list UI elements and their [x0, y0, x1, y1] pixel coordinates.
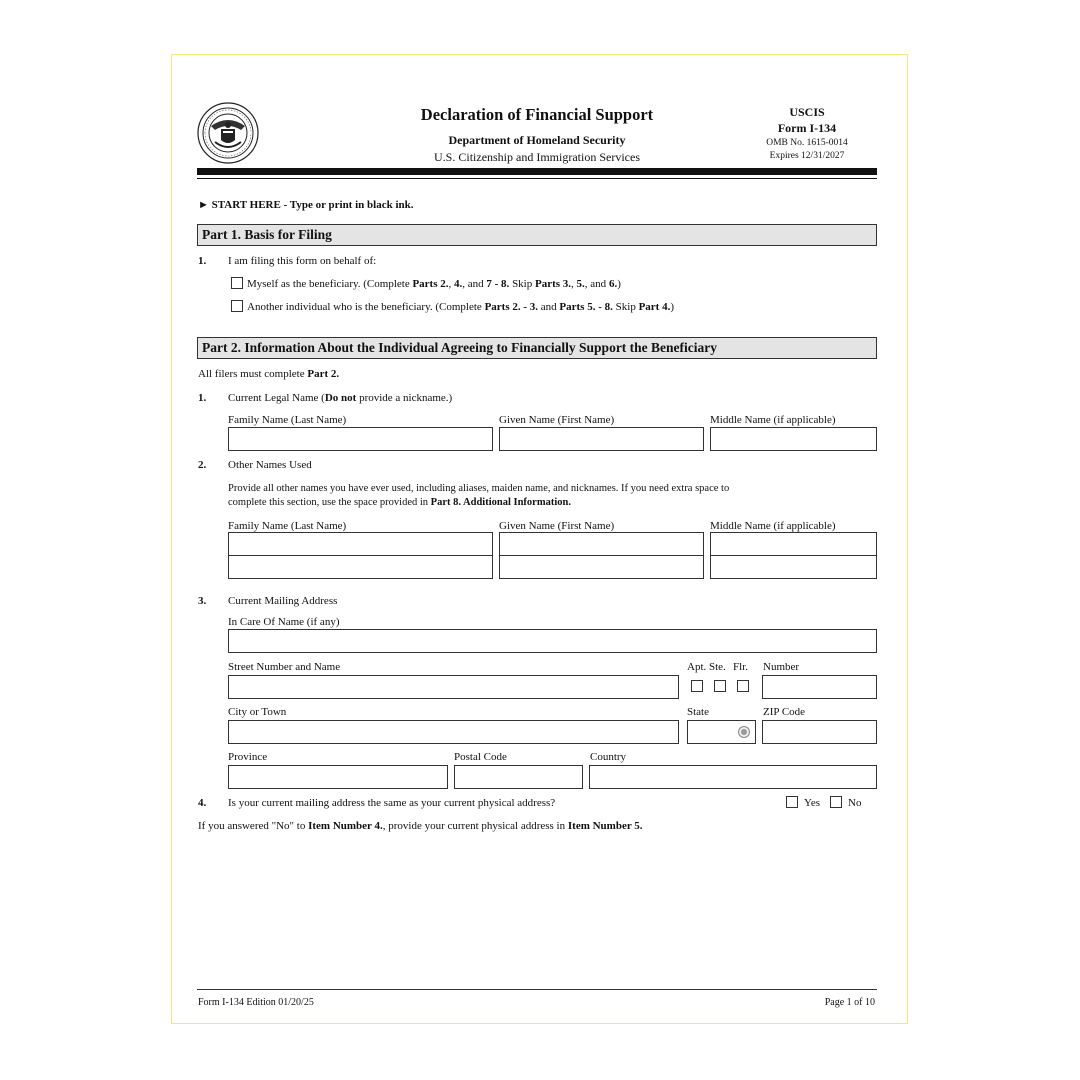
- department-name: Department of Homeland Security: [448, 133, 626, 147]
- street-label: Street Number and Name: [228, 661, 341, 673]
- uscis-label: USCIS: [789, 105, 825, 119]
- part2-heading: Part 2. Information About the Individual Agreeing to Financially Support the Beneficiary: [197, 337, 877, 359]
- another-individual-label: Another individual who is the beneficiary. (Complete Parts 2. - 3. and Parts 5. - 8. Skip Part 4.): [247, 301, 675, 313]
- dhs-seal-logo: [197, 102, 259, 164]
- flr-label: Flr.: [733, 661, 748, 673]
- city-input[interactable]: [228, 720, 679, 744]
- family-name-label: Family Name (Last Name): [228, 414, 347, 426]
- same-address-no-label: No: [848, 797, 862, 809]
- physical-address-note: If you answered "No" to Item Number 4., provide your current physical address in Item Number 5.: [198, 820, 643, 832]
- other-given-name-input-1[interactable]: [499, 532, 704, 556]
- footer-page-number: Page 1 of 10: [824, 997, 875, 1008]
- part2-item3-number: 3.: [198, 595, 207, 607]
- header-rule-thick: [197, 168, 877, 175]
- other-given-name-input-2[interactable]: [499, 555, 704, 579]
- other-middle-name-input-2[interactable]: [710, 555, 877, 579]
- state-label: State: [687, 706, 709, 718]
- expiration-date: Expires 12/31/2027: [769, 151, 845, 161]
- given-name-label: Given Name (First Name): [499, 414, 615, 426]
- myself-beneficiary-label: Myself as the beneficiary. (Complete Parts 2., 4., and 7 - 8. Skip Parts 3., 5., and 6.): [247, 278, 621, 290]
- given-name-input[interactable]: [499, 427, 704, 451]
- zip-label: ZIP Code: [763, 706, 806, 718]
- other-names-description-line2: complete this section, use the space provided in Part 8. Additional Information.: [228, 497, 571, 508]
- part2-item2-number: 2.: [198, 459, 207, 471]
- header-rule-thin: [197, 178, 877, 179]
- start-here-instruction: ► START HERE - Type or print in black ink.: [198, 199, 414, 211]
- postal-code-label: Postal Code: [454, 751, 507, 763]
- in-care-of-input[interactable]: [228, 629, 877, 653]
- dropdown-icon[interactable]: [738, 726, 750, 738]
- other-names-label: Other Names Used: [228, 459, 312, 471]
- omb-number: OMB No. 1615-0014: [766, 138, 848, 148]
- current-legal-name-label: Current Legal Name (Do not provide a nickname.): [228, 392, 453, 404]
- same-address-yes-checkbox[interactable]: [786, 796, 798, 808]
- ste-label: Ste.: [709, 661, 726, 673]
- street-input[interactable]: [228, 675, 679, 699]
- part1-item1-number: 1.: [198, 255, 207, 267]
- province-input[interactable]: [228, 765, 448, 789]
- part2-item1-number: 1.: [198, 392, 207, 404]
- postal-code-input[interactable]: [454, 765, 583, 789]
- zip-input[interactable]: [762, 720, 877, 744]
- myself-beneficiary-checkbox[interactable]: [231, 277, 243, 289]
- unit-number-label: Number: [763, 661, 800, 673]
- city-label: City or Town: [228, 706, 287, 718]
- country-input[interactable]: [589, 765, 877, 789]
- footer-edition: Form I-134 Edition 01/20/25: [198, 997, 314, 1008]
- agency-name: U.S. Citizenship and Immigration Services: [434, 150, 640, 164]
- apt-checkbox[interactable]: [691, 680, 703, 692]
- another-individual-checkbox[interactable]: [231, 300, 243, 312]
- part1-heading: Part 1. Basis for Filing: [197, 224, 877, 246]
- other-family-name-input-2[interactable]: [228, 555, 493, 579]
- other-family-name-input-1[interactable]: [228, 532, 493, 556]
- other-middle-name-label: Middle Name (if applicable): [710, 520, 836, 532]
- ste-checkbox[interactable]: [714, 680, 726, 692]
- other-given-name-label: Given Name (First Name): [499, 520, 615, 532]
- part2-intro: All filers must complete Part 2.: [198, 368, 340, 380]
- other-names-description-line1: Provide all other names you have ever used, including aliases, maiden name, and nicknames. If you need extra space to: [228, 483, 730, 494]
- country-label: Country: [590, 751, 627, 763]
- part1-item1-question: I am filing this form on behalf of:: [228, 255, 377, 267]
- part2-item4-number: 4.: [198, 797, 207, 809]
- unit-number-input[interactable]: [762, 675, 877, 699]
- other-family-name-label: Family Name (Last Name): [228, 520, 347, 532]
- form-title: Declaration of Financial Support: [420, 105, 654, 124]
- form-id: Form I-134: [777, 121, 837, 135]
- province-label: Province: [228, 751, 268, 763]
- middle-name-input[interactable]: [710, 427, 877, 451]
- mailing-address-label: Current Mailing Address: [228, 595, 338, 607]
- middle-name-label: Middle Name (if applicable): [710, 414, 836, 426]
- state-select[interactable]: [687, 720, 756, 744]
- arrow-right-icon: ►: [198, 199, 209, 211]
- apt-label: Apt.: [687, 661, 707, 673]
- form-page: [171, 54, 908, 1024]
- same-address-no-checkbox[interactable]: [830, 796, 842, 808]
- same-address-yes-label: Yes: [804, 797, 821, 809]
- family-name-input[interactable]: [228, 427, 493, 451]
- same-address-question: Is your current mailing address the same as your current physical address?: [228, 797, 556, 809]
- footer-rule: [197, 989, 877, 990]
- in-care-of-label: In Care Of Name (if any): [228, 616, 340, 628]
- other-middle-name-input-1[interactable]: [710, 532, 877, 556]
- flr-checkbox[interactable]: [737, 680, 749, 692]
